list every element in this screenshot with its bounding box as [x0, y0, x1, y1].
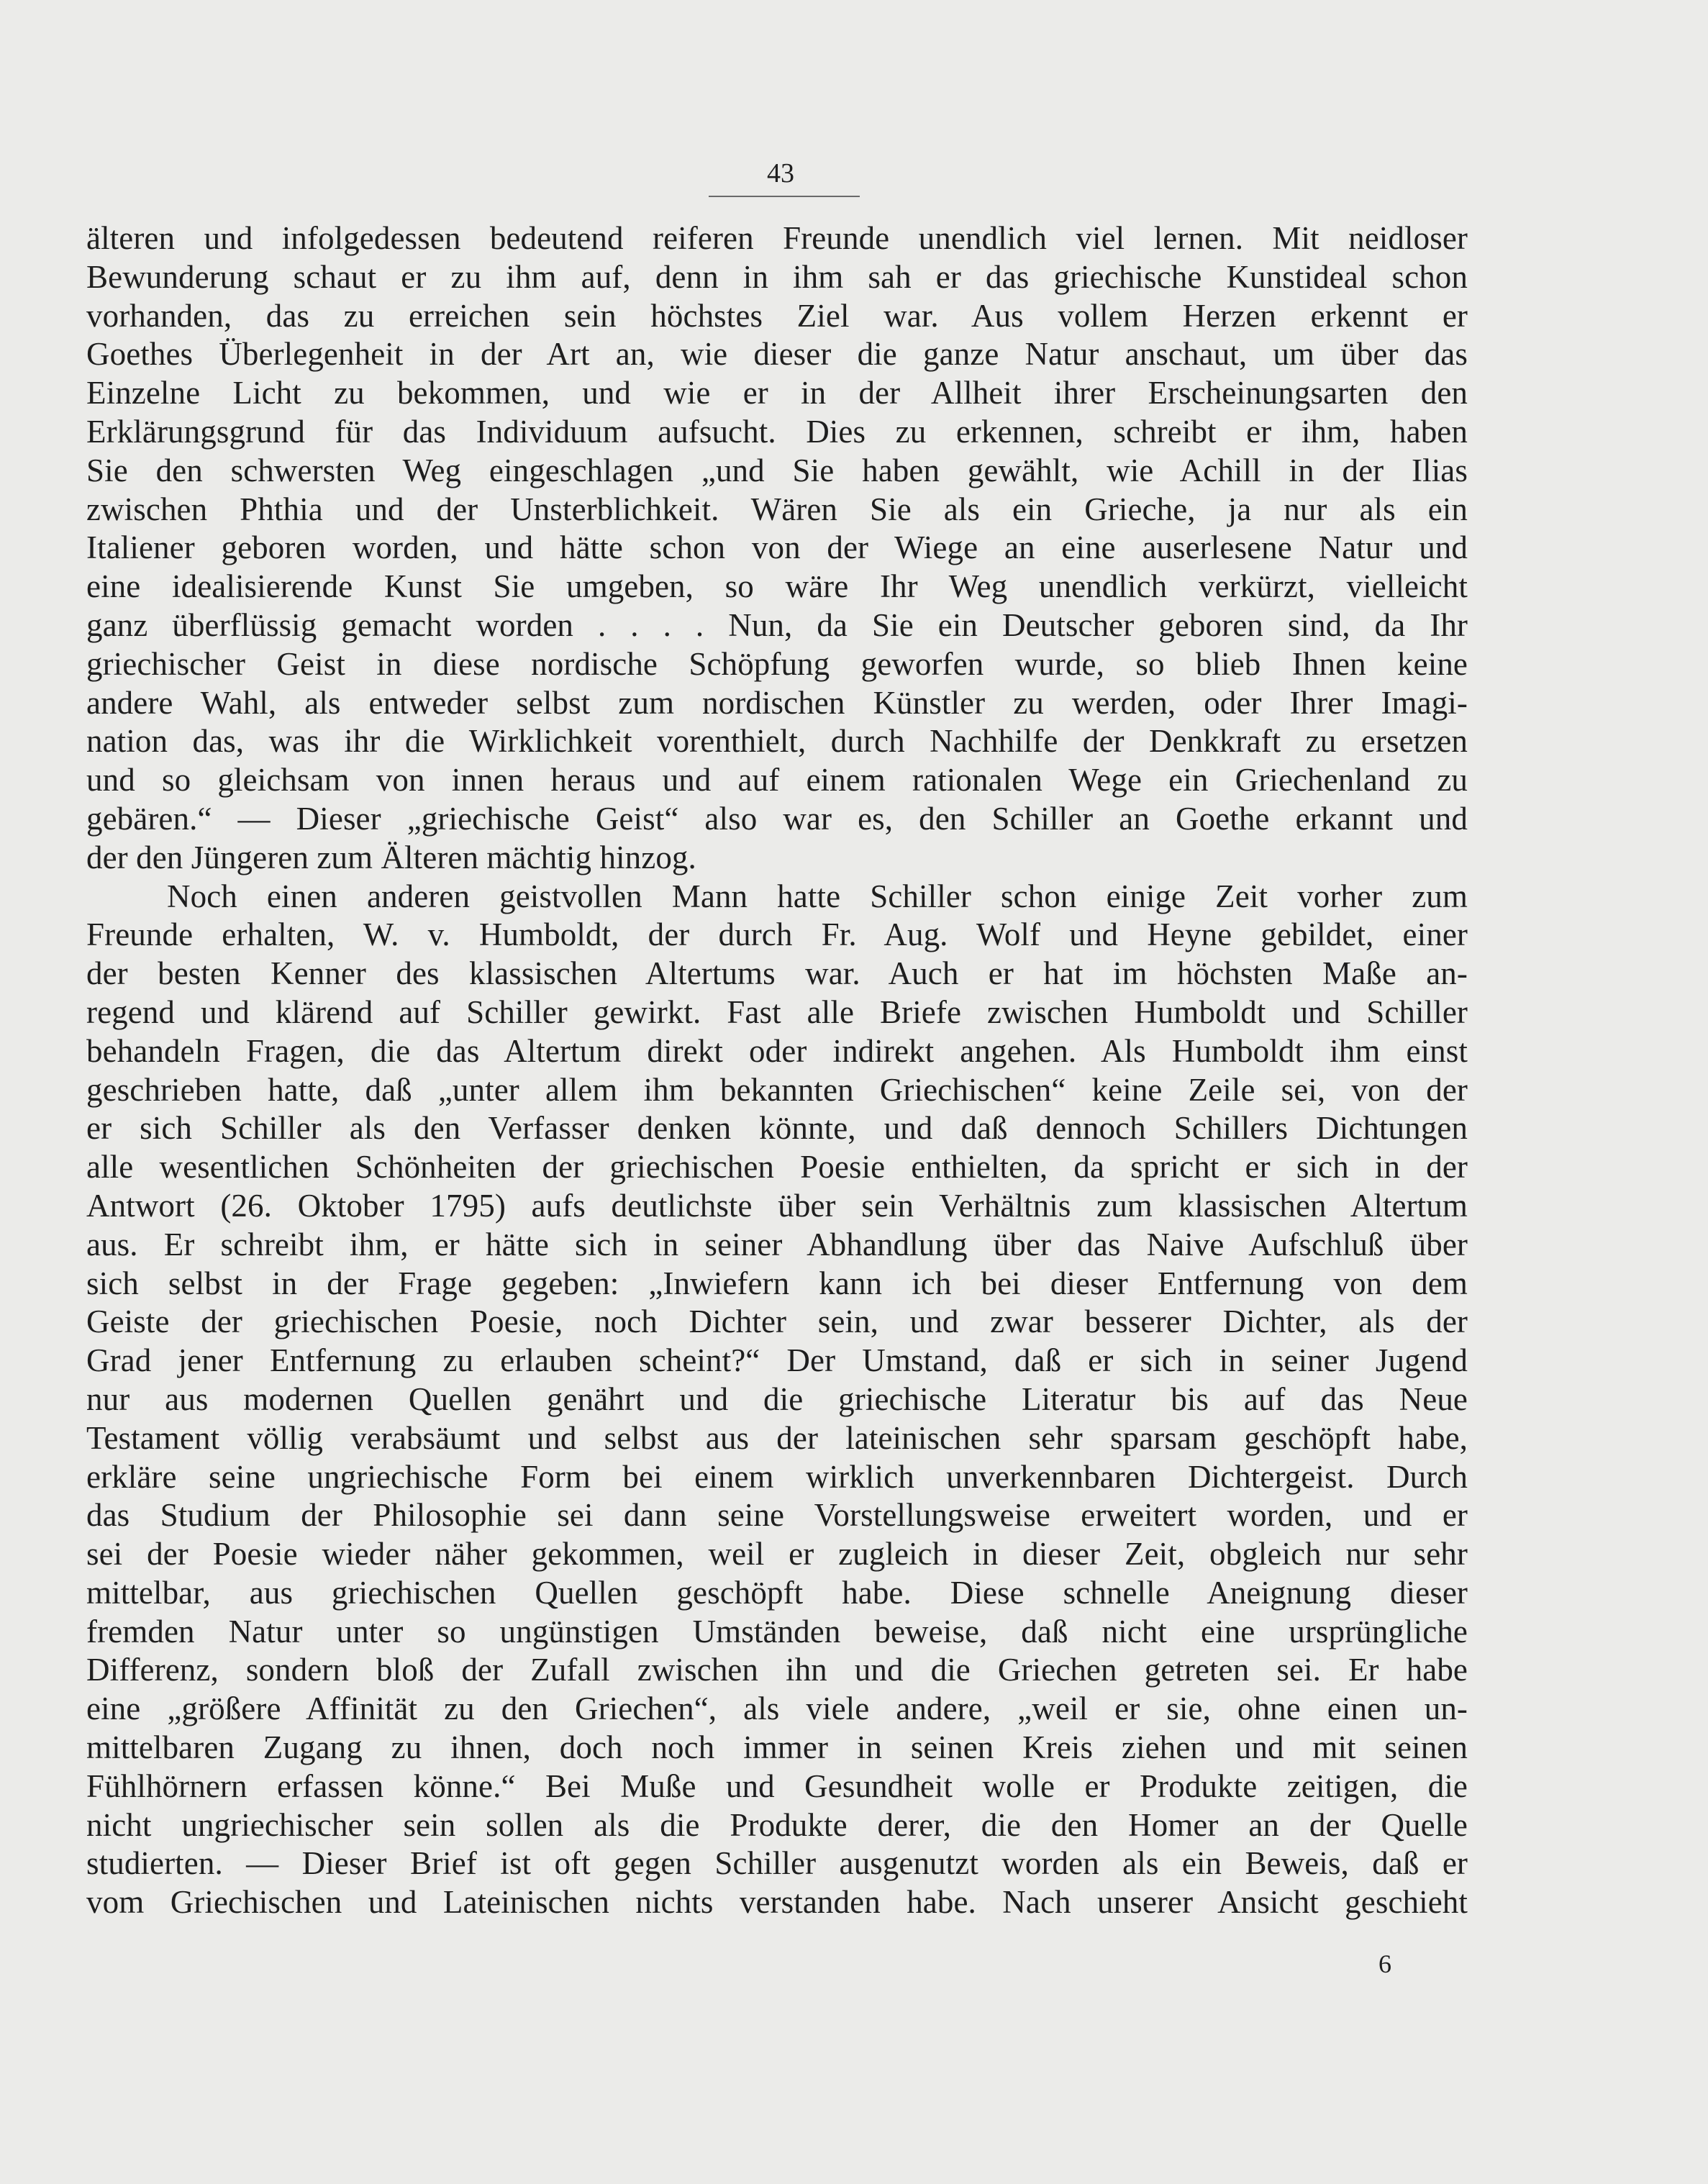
text-line: Antwort (26. Oktober 1795) aufs deutlichste über sein Verhältnis zum klassischen Altertum	[86, 1187, 1468, 1224]
body-text	[86, 219, 1468, 1922]
text-line: studierten. — Dieser Brief ist oft gegen Schiller ausgenutzt worden als ein Beweis, daß er	[86, 1845, 1468, 1882]
text-line: Bewunderung schaut er zu ihm auf, denn in ihm sah er das griechische Kunstideal schon	[86, 258, 1468, 295]
text-line: zwischen Phthia und der Unsterblichkeit. Wären Sie als ein Grieche, ja nur als ein	[86, 491, 1468, 527]
text-line: griechischer Geist in diese nordische Schöpfung geworfen wurde, so blieb Ihnen keine	[86, 645, 1468, 682]
text-line: mittelbaren Zugang zu ihnen, doch noch immer in seinen Kreis ziehen und mit seinen	[86, 1729, 1468, 1766]
text-line: nicht ungriechischer sein sollen als die Produkte derer, die den Homer an der Quelle	[86, 1806, 1468, 1843]
text-line: behandeln Fragen, die das Altertum direkt oder indirekt angehen. Als Humboldt ihm einst	[86, 1032, 1468, 1069]
text-line: vorhanden, das zu erreichen sein höchstes Ziel war. Aus vollem Herzen erkennt er	[86, 297, 1468, 334]
text-line: gebären.“ — Dieser „griechische Geist“ also war es, den Schiller an Goethe erkannt und	[86, 800, 1468, 837]
paragraph-end-line: der den Jüngeren zum Älteren mächtig hinzog.	[86, 839, 696, 875]
signature-mark: 6	[1378, 1949, 1391, 1978]
header-rule	[709, 196, 860, 197]
text-line: älteren und infolgedessen bedeutend reiferen Freunde unendlich viel lernen. Mit neidloser	[86, 220, 1468, 256]
text-line: Testament völlig verabsäumt und selbst aus der lateinischen sehr sparsam geschöpft habe,	[86, 1419, 1468, 1456]
paragraph-start-line: Noch einen anderen geistvollen Mann hatte Schiller schon einige Zeit vorher zum	[167, 878, 1468, 914]
text-line: Fühlhörnern erfassen könne.“ Bei Muße und Gesundheit wolle er Produkte zeitigen, die	[86, 1767, 1468, 1804]
text-line: und so gleichsam von innen heraus und auf einem rationalen Wege ein Griechenland zu	[86, 762, 1468, 798]
text-line: alle wesentlichen Schönheiten der griechischen Poesie enthielten, da spricht er sich in der	[86, 1149, 1468, 1186]
text-line: das Studium der Philosophie sei dann seine Vorstellungsweise erweitert worden, und er	[86, 1497, 1468, 1534]
text-line: Goethes Überlegenheit in der Art an, wie dieser die ganze Natur anschaut, um über das	[86, 336, 1468, 373]
text-line: andere Wahl, als entweder selbst zum nordischen Künstler zu werden, oder Ihrer Imagi-	[86, 684, 1468, 721]
text-line: Differenz, sondern bloß der Zufall zwischen ihn und die Griechen getreten sei. Er habe	[86, 1652, 1468, 1688]
text-line: Geiste der griechischen Poesie, noch Dichter sein, und zwar besserer Dichter, als der	[86, 1303, 1468, 1340]
text-line: vom Griechischen und Lateinischen nichts verstanden habe. Nach unserer Ansicht geschieht	[86, 1884, 1468, 1921]
text-line: er sich Schiller als den Verfasser denken könnte, und daß dennoch Schillers Dichtungen	[86, 1110, 1468, 1147]
text-line: der besten Kenner des klassischen Altertums war. Auch er hat im höchsten Maße an-	[86, 955, 1468, 992]
text-line: aus. Er schreibt ihm, er hätte sich in seiner Abhandlung über das Naive Aufschluß über	[86, 1226, 1468, 1262]
page-number: 43	[767, 158, 794, 188]
text-line: nur aus modernen Quellen genährt und die griechische Literatur bis auf das Neue	[86, 1380, 1468, 1417]
text-line: ganz überflüssig gemacht worden . . . . Nun, da Sie ein Deutscher geboren sind, da Ihr	[86, 606, 1468, 643]
text-line: Erklärungsgrund für das Individuum aufsucht. Dies zu erkennen, schreibt er ihm, haben	[86, 413, 1468, 450]
text-line: sei der Poesie wieder näher gekommen, weil er zugleich in dieser Zeit, obgleich nur sehr	[86, 1536, 1468, 1573]
text-line: regend und klärend auf Schiller gewirkt. Fast alle Briefe zwischen Humboldt und Schiller	[86, 993, 1468, 1030]
text-line: Freunde erhalten, W. v. Humboldt, der durch Fr. Aug. Wolf und Heyne gebildet, einer	[86, 916, 1468, 953]
text-line: erkläre seine ungriechische Form bei einem wirklich unverkennbaren Dichtergeist. Durch	[86, 1458, 1468, 1495]
text-line: fremden Natur unter so ungünstigen Umständen beweise, daß nicht eine ursprüngliche	[86, 1613, 1468, 1650]
text-line: sich selbst in der Frage gegeben: „Inwiefern kann ich bei dieser Entfernung von dem	[86, 1265, 1468, 1301]
text-line: eine „größere Affinität zu den Griechen“, als viele andere, „weil er sie, ohne einen un-	[86, 1691, 1468, 1727]
text-line: Grad jener Entfernung zu erlauben scheint?“ Der Umstand, daß er sich in seiner Jugend	[86, 1342, 1468, 1379]
text-line: eine idealisierende Kunst Sie umgeben, so wäre Ihr Weg unendlich verkürzt, vielleicht	[86, 568, 1468, 605]
text-line: geschrieben hatte, daß „unter allem ihm bekannten Griechischen“ keine Zeile sei, von der	[86, 1071, 1468, 1108]
text-line: Italiener geboren worden, und hätte schon von der Wiege an eine auserlesene Natur und	[86, 529, 1468, 566]
text-line: Sie den schwersten Weg eingeschlagen „und Sie haben gewählt, wie Achill in der Ilias	[86, 452, 1468, 488]
text-line: mittelbar, aus griechischen Quellen geschöpft habe. Diese schnelle Aneignung dieser	[86, 1574, 1468, 1611]
text-line: Einzelne Licht zu bekommen, und wie er in der Allheit ihrer Erscheinungsarten den	[86, 375, 1468, 411]
text-line: nation das, was ihr die Wirklichkeit vorenthielt, durch Nachhilfe der Denkkraft zu ersetzen	[86, 723, 1468, 760]
